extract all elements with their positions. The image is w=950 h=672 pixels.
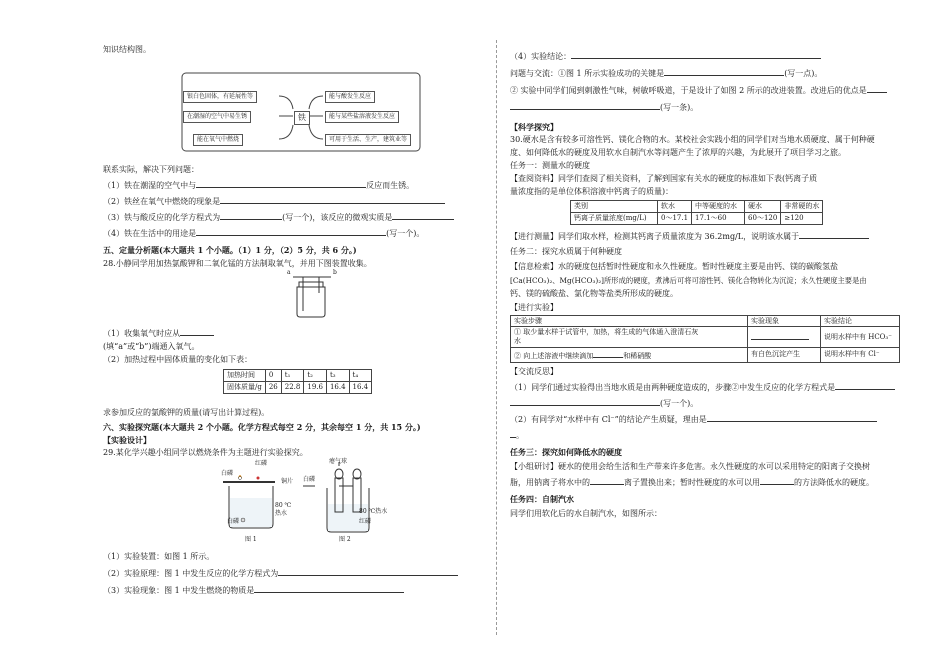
info-line1: 【信息检索】水的硬度包括暂时性硬度和永久性硬度。暂时性硬度主要是由钙、镁的碳酸氢盐 — [510, 261, 838, 271]
answer-blank[interactable] — [571, 50, 821, 59]
column-divider — [496, 40, 497, 635]
right-column — [510, 50, 900, 519]
mindmap-left-1: 银白色固体，有延展性等 — [183, 91, 257, 103]
table-cell: 说明水样中有 HCO₃⁻ — [821, 327, 900, 348]
lookup-line1: 【查阅资料】同学们查阅了相关资料，了解到国家有关水的硬度的标准如下表(钙离子质 — [510, 174, 818, 183]
design-heading: 【实验设计】 — [103, 434, 151, 445]
table-cell: 软水 — [658, 201, 692, 213]
info-line2: [Ca(HCO₃)₂、Mg(HCO₃)₂]所形成的硬度，煮沸后可将可溶性钙、镁化合物转化为沉淀；永久性硬度主要是由 — [510, 275, 867, 285]
measure-line: 【进行测量】同学们取水样，检测其钙离子质量浓度为 36.2mg/L，说明该水属于 — [510, 230, 900, 242]
fig1-hot-water: 热水 — [275, 509, 288, 517]
answer-blank[interactable] — [220, 211, 282, 220]
left-column — [103, 45, 483, 596]
r-conclusion: （4）实验结论： — [510, 50, 900, 62]
table-row — [571, 212, 823, 224]
mindmap-right-3: 可用于生活、生产，建筑业等 — [325, 134, 411, 146]
task4: 任务四：自制汽水 — [510, 493, 574, 504]
q28-ask: 求参加反应的氯酸钾的质量(请写出计算过程)。 — [103, 407, 270, 417]
table-cell: 16.4 — [349, 381, 372, 393]
table-cell: 非常硬的水 — [781, 201, 823, 213]
table-cell: 加热时间 — [224, 370, 266, 382]
r-improve: ② 实验中同学们闻到刺激性气味，树敏呼吸道，于是设计了如图 2 所示的改进装置。改进后的优点是 — [510, 84, 900, 96]
fig1-white-phosphorus-2: 白磷 — [227, 517, 240, 525]
combustion-figures — [103, 458, 483, 546]
section-6-title: 六、实验探究题(本大题共 2 个小题。化学方程式每空 2 分，其余每空 1 分，共 15 分。) — [103, 421, 421, 432]
table-cell: ① 取少量水样于试管中，加热，将生成的气体通入澄清石灰 水 — [511, 327, 748, 348]
r-improve-2: (写一条)。 — [510, 101, 900, 113]
q27-2: （2）铁丝在氧气中燃烧的现象是 — [103, 195, 483, 207]
group-line2: 脂，用钠离子将水中的 离子置换出来；暂时性硬度的水可以用 的方法降低水的硬度。 — [510, 477, 874, 487]
reflect-2: （2）有同学对“水样中有 Cl⁻”的结论产生质疑，理由是 — [510, 413, 900, 425]
table-cell: t₃ — [326, 370, 349, 382]
fig1-caption: 图 1 — [245, 535, 257, 543]
q28-1b: (填“a”或“b”)端通入氧气。 — [103, 342, 200, 351]
fig1-white-phosphorus: 白磷 — [221, 469, 234, 477]
q29-3: （3）实验现象：图 1 中发生燃烧的物质是 — [103, 584, 483, 596]
experiment-heading: 【进行实验】 — [510, 302, 558, 312]
answer-blank[interactable] — [835, 381, 895, 390]
answer-blank[interactable] — [751, 331, 809, 340]
label-b: b — [333, 269, 337, 276]
table-cell: 17.1～60 — [692, 212, 745, 224]
hardness-table — [570, 200, 823, 225]
fig2-red-phosphorus: 红磷 — [359, 517, 372, 525]
table-cell: 实验结论 — [821, 315, 900, 327]
table-cell: t₂ — [304, 370, 327, 382]
answer-blank[interactable] — [180, 327, 214, 336]
table-cell: 钙离子质量浓度(mg/L) — [571, 212, 658, 224]
table-cell: ② 向上述溶液中继续滴加 和稀硝酸 — [511, 347, 748, 362]
fig2-balloon: 瘪气球 — [329, 457, 348, 465]
table-cell: 固体质量/g — [224, 381, 266, 393]
table-cell: 19.6 — [304, 381, 327, 393]
fig2-white-phosphorus: 白磷 — [303, 475, 316, 483]
mindmap-left-3: 能在氧气中燃烧 — [193, 134, 243, 146]
answer-blank[interactable] — [590, 476, 624, 485]
table-row — [511, 315, 900, 327]
reflect-heading: 【交流反思】 — [510, 366, 558, 376]
gas-bottle-drawing — [281, 269, 341, 319]
table-cell: 22.8 — [281, 381, 304, 393]
q29-1: （1）实验装置：如图 1 所示。 — [103, 551, 215, 561]
label-a: a — [287, 269, 291, 276]
table-row — [511, 347, 900, 362]
task2: 任务二：探究水质属于何种硬度 — [510, 246, 622, 256]
answer-blank[interactable] — [510, 397, 660, 406]
r-exchange: 问题与交流：①图 1 所示实验成功的关键是 (写一点)。 — [510, 69, 823, 78]
last-line: 同学们用软化后的水自制汽水，如图所示： — [510, 508, 662, 518]
reflect-2b: 。 — [510, 429, 900, 441]
info-line3: 钙、镁的硫酸盐、氯化物等盐类所形成的硬度。 — [510, 288, 678, 298]
answer-blank[interactable] — [760, 476, 794, 485]
answer-blank[interactable] — [799, 230, 869, 239]
table-row — [224, 381, 372, 393]
table-cell: 有白色沉淀产生 — [748, 347, 821, 362]
answer-blank[interactable] — [510, 101, 660, 110]
combustion-drawing — [103, 458, 403, 546]
table-cell: 中等硬度的水 — [692, 201, 745, 213]
table-row — [511, 327, 900, 348]
fig1-red-phosphorus: 红磷 — [255, 459, 268, 467]
q28-text: 28.小静同学用加热氯酸钾和二氧化锰的方法制取氧气，并用下图装置收集。 — [103, 259, 372, 268]
table-cell: 16.4 — [326, 381, 349, 393]
mindmap-center: 铁 — [294, 111, 310, 125]
answer-blank[interactable] — [593, 349, 623, 358]
answer-blank[interactable] — [196, 179, 366, 188]
fig1-copper: 铜片 — [281, 477, 294, 485]
answer-blank[interactable] — [220, 195, 445, 204]
intro-text: 知识结构图。 — [103, 45, 151, 54]
reflect-1: （1）同学们通过实验得出当地水质是由两种硬度造成的，步骤②中发生反应的化学方程式是 — [510, 381, 900, 393]
gas-bottle-figure — [103, 269, 483, 319]
q27-1: （1）铁在潮湿的空气中与 反应而生锈。 — [103, 181, 415, 190]
q30-line2: 度、如何降低水的硬度及用软水自制汽水等问题产生了浓厚的兴趣，为此展开了项目学习之旅。 — [510, 148, 846, 157]
table-cell: 类别 — [571, 201, 658, 213]
q29-text: 29.某化学兴趣小组同学以燃烧条件为主题进行实验探究。 — [103, 447, 308, 457]
fig2-hot-water: 80 ℃热水 — [359, 507, 388, 515]
q29-2: （2）实验原理：图 1 中发生反应的化学方程式为 — [103, 567, 483, 579]
q28-2: （2）加热过程中固体质量的变化如下表： — [103, 355, 253, 364]
table-cell — [748, 327, 821, 348]
task3: 任务三：探究如何降低水的硬度 — [510, 446, 622, 457]
table-cell: t₁ — [281, 370, 304, 382]
q-intro: 联系实际，解决下列问题： — [103, 165, 199, 174]
mass-table — [223, 369, 372, 394]
q30-line1: 30.硬水是含有较多可溶性钙、镁化合物的水。某校社会实践小组的同学们对当地水质硬度、属于何种硬 — [510, 135, 875, 144]
q27-4: （4）铁在生活中的用途是 (写一个)。 — [103, 229, 425, 238]
table-cell: 实验步骤 — [511, 315, 748, 327]
q27-3: （3）铁与酸反应的化学方程式为 (写一个)，该反应的微观实质是 — [103, 211, 483, 223]
sci-heading: 【科学探究】 — [510, 122, 558, 132]
mindmap-right-2: 能与某些盐溶液发生反应 — [325, 111, 399, 123]
table-cell: 0～17.1 — [658, 212, 692, 224]
answer-blank[interactable] — [707, 413, 877, 422]
experiment-table — [510, 315, 900, 363]
lookup-line2: 量浓度指的是单位体积溶液中钙离子的质量)： — [510, 187, 674, 196]
mindmap-left-2: 在潮湿的空气中易生锈 — [183, 111, 251, 123]
task1: 任务一：测量水的硬度 — [510, 161, 590, 170]
answer-blank[interactable] — [867, 84, 887, 93]
group-line1: 【小组研讨】硬水的使用会给生活和生产带来许多危害。永久性硬度的水可以采用特定的阳离子交换树 — [510, 461, 870, 471]
table-cell: ≥120 — [781, 212, 823, 224]
reflect-1b: (写一个)。 — [510, 397, 900, 409]
mindmap-right-1: 能与酸发生反应 — [325, 91, 375, 103]
table-cell: t₄ — [349, 370, 372, 382]
section-5-title: 五、定量分析题(本大题共 1 个小题。（1）1 分，（2）5 分，共 6 分。) — [103, 245, 357, 255]
fig2-caption: 图 2 — [339, 535, 351, 543]
answer-blank[interactable] — [254, 584, 404, 593]
answer-blank[interactable] — [278, 567, 458, 576]
table-cell: 硬水 — [745, 201, 781, 213]
table-cell: 60～120 — [745, 212, 781, 224]
table-cell: 说明水样中有 Cl⁻ — [821, 347, 900, 362]
table-cell: 实验现象 — [748, 315, 821, 327]
q28-1: （1）收集氧气时应从 — [103, 327, 483, 339]
table-cell: 0 — [265, 370, 281, 382]
answer-blank[interactable] — [392, 211, 454, 220]
answer-blank[interactable] — [196, 227, 386, 236]
fig1-temp: 80 ℃ — [275, 501, 292, 509]
table-cell: 26 — [265, 381, 281, 393]
table-row — [571, 201, 823, 213]
answer-blank[interactable] — [664, 67, 784, 76]
iron-mindmap — [103, 59, 483, 157]
table-row — [224, 370, 372, 382]
